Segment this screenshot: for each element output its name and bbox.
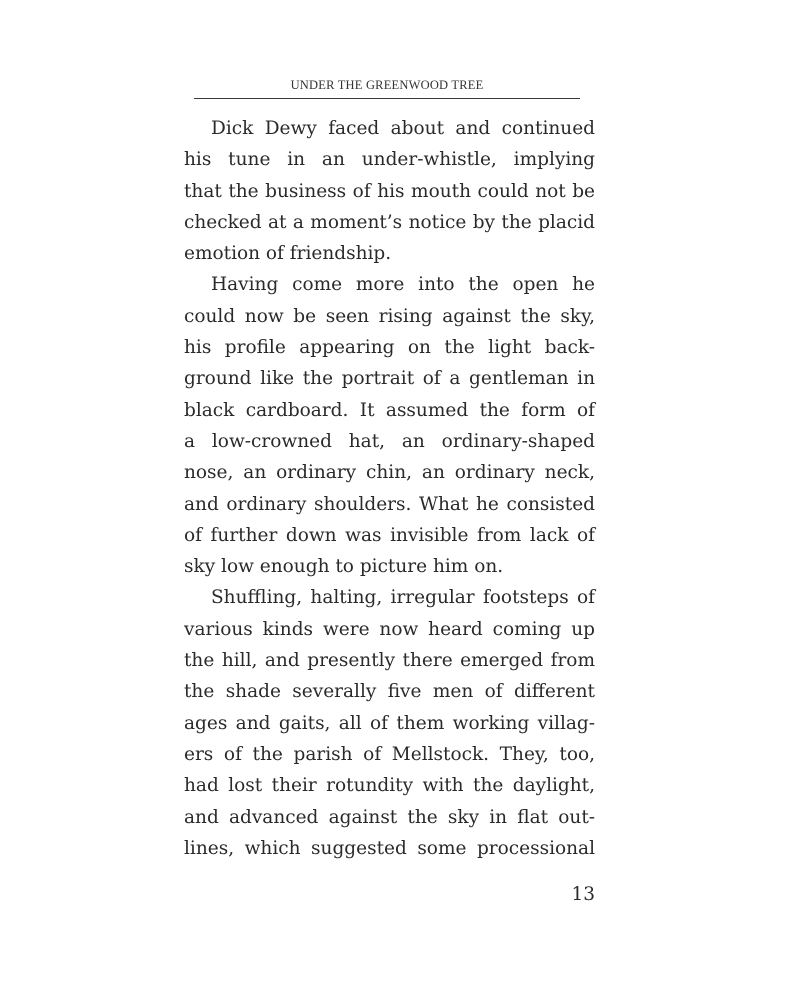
text-line: and advanced against the sky in flat out-: [184, 806, 595, 828]
text-line: ages and gaits, all of them working villag-: [184, 712, 595, 734]
running-head: UNDER THE GREENWOOD TREE: [290, 78, 484, 92]
page-number: 13: [571, 884, 595, 905]
text-line: ers of the parish of Mellstock. They, too,: [184, 743, 595, 765]
text-line: checked at a moment’s notice by the placid: [184, 211, 595, 233]
text-line: his tune in an under-whistle, implying: [184, 149, 595, 171]
text-line: Shuffling, halting, irregular footsteps of: [211, 587, 595, 609]
text-line: a low-crowned hat, an ordinary-shaped: [184, 430, 595, 452]
text-line: sky low enough to picture him on.: [184, 556, 504, 578]
text-line: and ordinary shoulders. What he consisted: [184, 493, 595, 515]
text-line: of further down was invisible from lack of: [184, 524, 595, 546]
text-line: emotion of friendship.: [184, 243, 392, 265]
text-line: ground like the portrait of a gentleman in: [184, 368, 595, 390]
text-line: that the business of his mouth could not be: [184, 180, 595, 202]
text-line: Dick Dewy faced about and continued: [211, 118, 595, 139]
text-line: Having come more into the open he: [211, 274, 595, 296]
text-line: nose, an ordinary chin, an ordinary neck,: [184, 462, 595, 484]
text-line: could now be seen rising against the sky,: [184, 305, 595, 327]
text-line: the hill, and presently there emerged from: [184, 650, 595, 672]
text-line: his profile appearing on the light back-: [184, 337, 595, 359]
page-text: [184, 113, 595, 864]
text-line: the shade severally five men of different: [184, 681, 595, 703]
text-line: black cardboard. It assumed the form of: [184, 399, 595, 421]
text-line: various kinds were now heard coming up: [184, 618, 595, 640]
text-line: lines, which suggested some processional: [184, 837, 595, 859]
header-rule: [194, 98, 580, 99]
text-line: had lost their rotundity with the daylight,: [184, 775, 595, 797]
